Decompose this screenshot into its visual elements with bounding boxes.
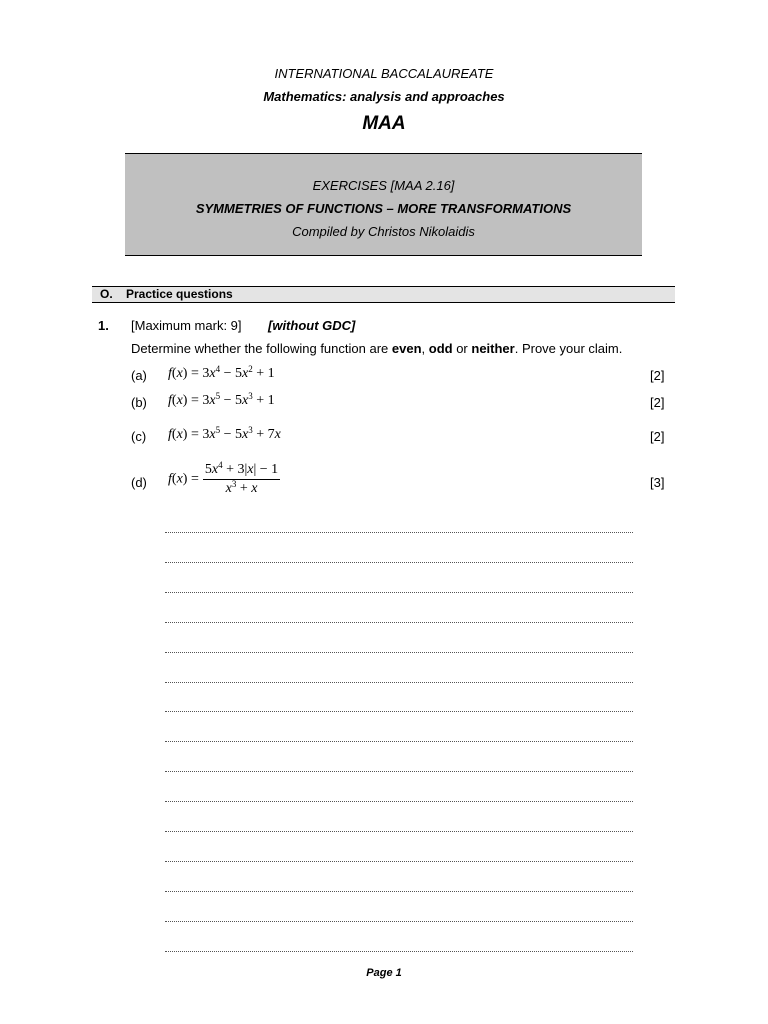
answer-line [165,532,633,533]
answer-line [165,652,633,653]
answer-line [165,861,633,862]
marks-d: [3] [650,475,665,490]
gdc-note: [without GDC] [268,318,356,333]
answer-line [165,592,633,593]
page-number: Page 1 [366,967,402,979]
part-label-a: (a) [131,368,147,383]
answer-line [165,711,633,712]
keyword-neither: neither [471,341,515,356]
marks-b: [2] [650,395,665,410]
marks-a: [2] [650,368,665,383]
answer-line [165,801,633,802]
answer-line [165,921,633,922]
keyword-even: even [391,341,422,356]
section-title: Practice questions [126,287,233,301]
formula-d: f(x) = $\frac{5x^4 + 3|x| - 1}{x^3 + x}$ [168,460,279,496]
answer-line [165,622,633,623]
formula-b: $f(x) = 3x^5 - 5x^3 + 1$ [168,391,275,408]
exercise-subtitle: SYMMETRIES OF FUNCTIONS – MORE TRANSFORMATIONS [195,201,572,216]
answer-line [165,891,633,892]
question-instruction: Determine whether the following function are even, odd or neither. Prove your claim. [131,341,623,356]
section-header [92,286,675,303]
answer-line [165,682,633,683]
formula-c: $f(x) = 3x^5 - 5x^3 + 7x$ [168,425,281,442]
part-label-b: (b) [131,395,147,410]
marks-c: [2] [650,429,665,444]
answer-line [165,741,633,742]
formula-a: $f(x) = 3x^4 - 5x^2 + 1$ [168,364,275,381]
compiled-by: Compiled by Christos Nikolaidis [292,224,475,239]
exercise-banner [125,153,642,256]
part-label-d: (d) [131,475,147,490]
exercise-title: EXERCISES [MAA 2.16] [312,178,455,193]
part-label-c: (c) [131,429,147,444]
answer-line [165,831,633,832]
answer-line [165,771,633,772]
course-title: Mathematics: analysis and approaches [263,89,505,104]
keyword-odd: odd [428,341,453,356]
organization-title: INTERNATIONAL BACCALAUREATE [274,66,494,81]
question-number: 1. [98,318,109,333]
answer-line [165,562,633,563]
course-code: MAA [362,113,406,134]
answer-line [165,951,633,952]
max-mark: [Maximum mark: 9] [131,318,242,333]
section-number: O. [100,287,113,301]
